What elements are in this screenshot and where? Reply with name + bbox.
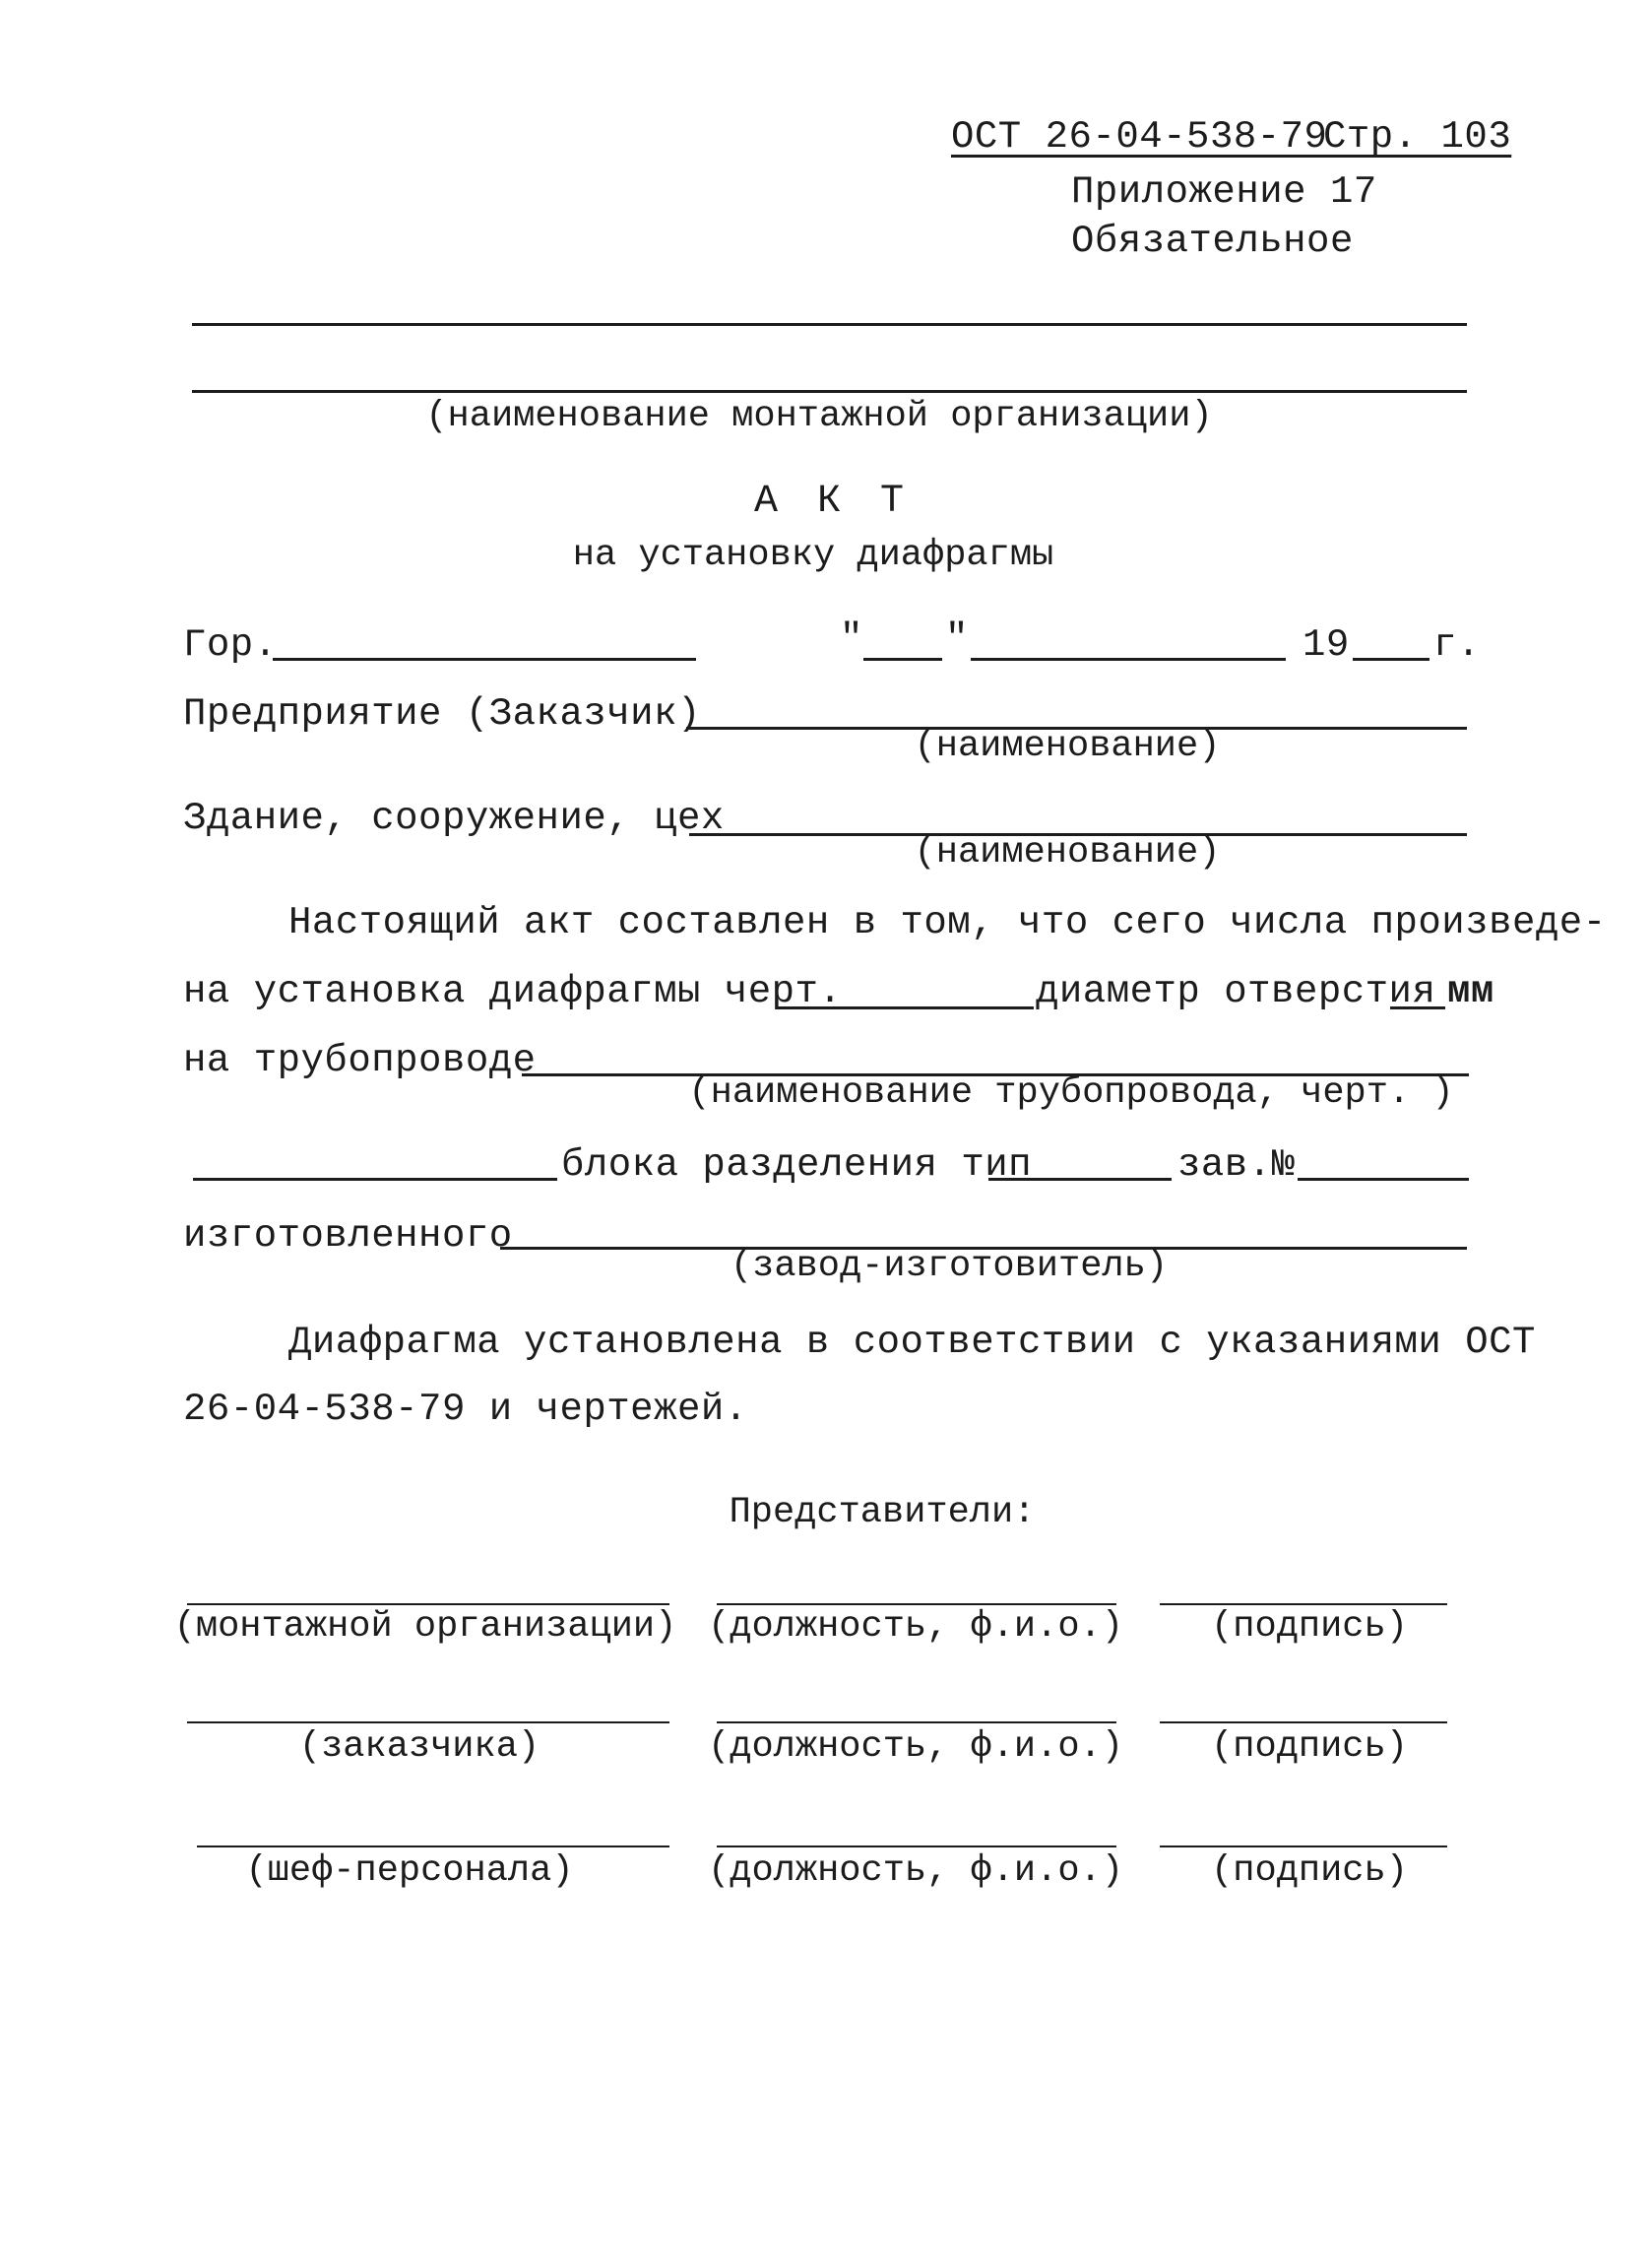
year-field-line — [1353, 658, 1430, 661]
body-line-4a: блока разделения тип — [561, 1143, 1033, 1187]
act-title: А К Т — [753, 480, 913, 524]
conclusion-line-2: 26-04-538-79 и чертежей. — [183, 1388, 748, 1431]
sign-row-1-org: (монтажной организации) — [173, 1606, 677, 1648]
unit-mm: мм — [1447, 970, 1494, 1013]
sign-row-2-org-line — [187, 1721, 669, 1723]
org-line-2 — [192, 390, 1467, 393]
sign-row-3-position: (должность, ф.и.о.) — [708, 1850, 1123, 1892]
page-number: Стр. 103 — [1323, 115, 1512, 159]
sign-row-1-position-line — [717, 1603, 1116, 1605]
city-field-line — [273, 658, 696, 661]
serial-field-line — [1298, 1178, 1469, 1181]
month-field-line — [971, 658, 1286, 661]
sign-row-1-sign: (подпись) — [1211, 1606, 1408, 1648]
enterprise-label: Предприятие (Заказчик) — [183, 692, 701, 736]
sign-row-3-org: (шеф-персонала) — [245, 1850, 574, 1892]
drawing-field-line — [776, 1006, 1034, 1009]
sign-row-3-sign-line — [1160, 1846, 1447, 1847]
sign-row-3-position-line — [717, 1846, 1116, 1847]
quote-open: " — [840, 617, 863, 661]
sign-row-2-org: (заказчика) — [298, 1726, 540, 1768]
building-label: Здание, сооружение, цех — [183, 797, 725, 840]
sign-row-2-sign-line — [1160, 1721, 1447, 1723]
doc-code: ОСТ 26-04-538-79 — [951, 115, 1328, 159]
conclusion-line-1: Диафрагма установлена в соответствии с указаниями ОСТ — [288, 1321, 1536, 1364]
enterprise-caption: (наименование) — [914, 726, 1221, 767]
sign-row-3-sign: (подпись) — [1211, 1850, 1408, 1892]
representatives-title: Представители: — [729, 1492, 1036, 1533]
manufacturer-caption: (завод-изготовитель) — [730, 1246, 1169, 1287]
quote-close: " — [945, 617, 969, 661]
sign-row-2-sign: (подпись) — [1211, 1726, 1408, 1768]
status-label: Обязательное — [1071, 220, 1354, 263]
body-line-1: Настоящий акт составлен в том, что сего числа произведе- — [288, 901, 1607, 944]
year-prefix: 19 — [1303, 623, 1350, 667]
city-label: Гор. — [183, 623, 278, 667]
sign-row-1-sign-line — [1160, 1603, 1447, 1605]
type-field-line — [988, 1178, 1172, 1181]
body-line-2a: на установка диафрагмы черт. — [183, 970, 843, 1013]
sign-row-2-position-line — [717, 1721, 1116, 1723]
year-suffix: г. — [1433, 623, 1481, 667]
sign-row-1-org-line — [187, 1603, 669, 1605]
diameter-field-line — [1390, 1006, 1445, 1009]
org-line-1 — [192, 323, 1467, 326]
org-caption: (наименование монтажной организации) — [425, 396, 1213, 437]
manufacturer-label: изготовленного — [183, 1214, 513, 1258]
pipeline-label: на трубопроводе — [183, 1039, 537, 1082]
day-field-line — [863, 658, 942, 661]
body-line-2b: диаметр отверстия — [1036, 970, 1436, 1013]
sign-row-2-position: (должность, ф.и.о.) — [708, 1726, 1123, 1768]
pipeline-caption: (наименование трубопровода, черт. ) — [688, 1072, 1454, 1114]
body-line-4b: зав.№ — [1177, 1143, 1296, 1187]
appendix-label: Приложение 17 — [1071, 170, 1377, 214]
act-subtitle: на установку диафрагмы — [572, 535, 1054, 576]
block-field-line — [193, 1178, 557, 1181]
sign-row-1-position: (должность, ф.и.о.) — [708, 1606, 1123, 1648]
building-caption: (наименование) — [914, 832, 1221, 874]
sign-row-3-org-line — [197, 1846, 669, 1847]
